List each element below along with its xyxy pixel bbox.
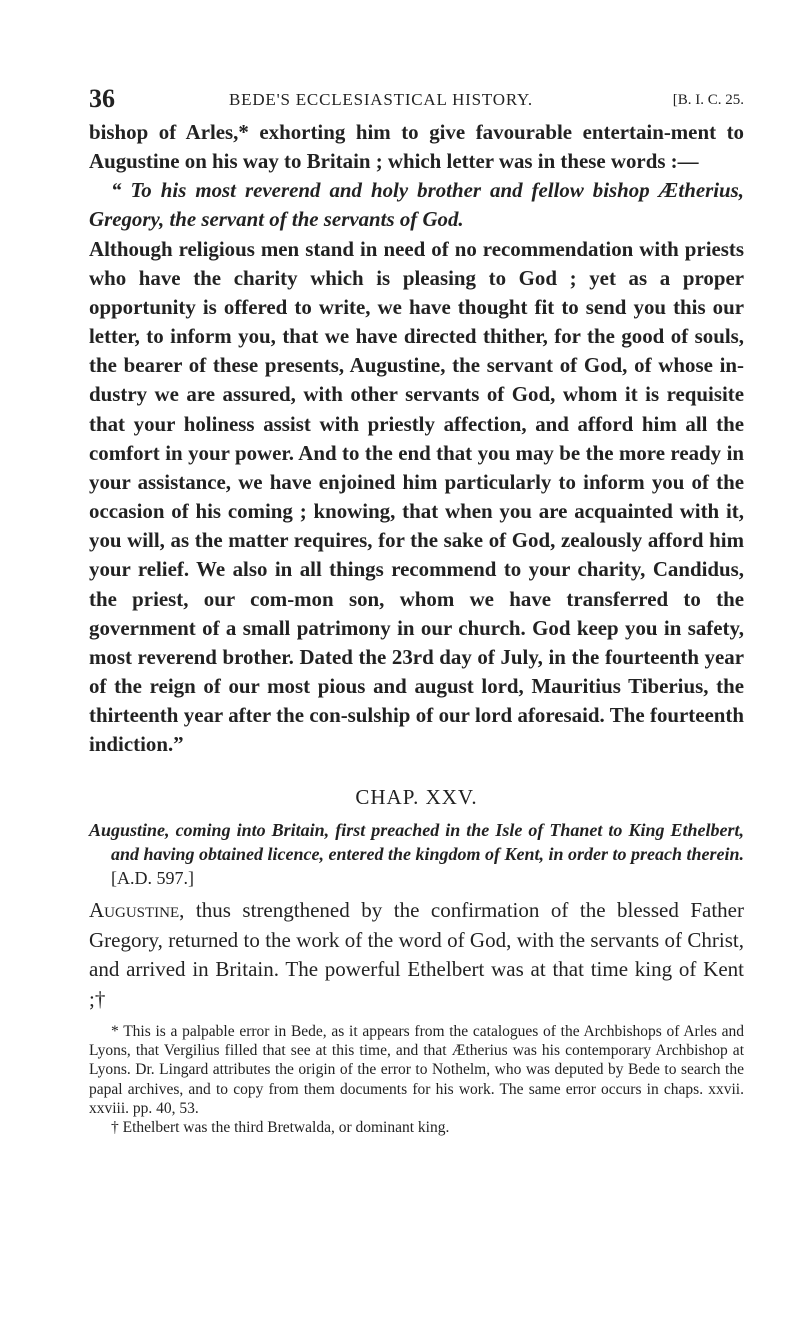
running-title: BEDE'S ECCLESIASTICAL HISTORY. [229, 90, 533, 109]
chapter-date: [A.D. 597.] [111, 868, 194, 888]
chapter-summary-text: Augustine, coming into Britain, first preached in the Isle of Thanet to King Ethelbert, and having obtained licence, entered the kingdom of Kent, in order to preach therein. [89, 820, 745, 864]
letter-intro: bishop of Arles,* exhorting him to give favourable entertain-ment to Augustine on his way to Britain ; which letter was in these words :— [89, 120, 744, 174]
opening-paragraph: thus strengthened by the confirmation of the blessed Father Gregory, returned to the work of the word of God, with the servants of Christ, and arrived in Britain. The powerful Ethelbert was at that time king of Kent ;† [89, 898, 744, 1011]
book-chapter-ref: [B. I. C. 25. [672, 92, 744, 108]
footnote-1: * This is a palpable error in Bede, as it appears from the catalogues of the Archbishops of Arles and Lyons, that Vergilius filled that see at this time, and that Ætherius was his contemporary Archbishop at Lyons. Dr. Lingard attributes the origin of the error to Nothelm, who was deputed by Bede to search the papal archives, and to copy from them documents for his work. The same error occurs in chaps. xxvii. xxviii. pp. 40, 53. [89, 1023, 744, 1117]
letter-salutation: “ To his most reverend and holy brother and fellow bishop Ætherius, Gregory, the servant of the servants of God. [89, 178, 744, 232]
letter-body [89, 118, 744, 759]
chapter-summary [89, 818, 744, 890]
running-header [89, 84, 744, 118]
chapter-text [89, 896, 744, 1014]
footnote-2: † Ethelbert was the third Bretwalda, or dominant king. [111, 1119, 450, 1137]
footnotes [89, 1022, 744, 1137]
page-number: 36 [89, 84, 115, 113]
letter-text: Although religious men stand in need of no recommendation with priests who have the charity which is pleasing to God ; yet as a proper opportunity is offered to write, we have thought fit to send you this our letter, to inform you, that we have directed thither, for the good of souls, the bearer of these presents, Augustine, the servant of God, of whose in-dustry we are assured, with other servants of God, whom it is requisite that your holiness assist with priestly affection, and afford him all the comfort in your power. And to the end that you may be the more ready in your assistance, we have enjoined him particularly to inform you of the occasion of his coming ; knowing, that when you are acquainted with it, you will, as the matter requires, for the sake of God, zealously afford him your relief. We also in all things recommend to your charity, Candidus, the priest, our com-mon son, whom we have transferred to the government of a small patrimony in our church. God keep you in safety, most reverend brother. Dated the 23rd day of July, in the fourteenth year of the reign of our most pious and august lord, Mauritius Tiberius, the thirteenth year after the con-sulship of our lord aforesaid. The fourteenth indiction.” [89, 236, 744, 757]
opening-word: Augustine, [89, 898, 185, 922]
chapter-heading: CHAP. XXV. [355, 785, 478, 809]
